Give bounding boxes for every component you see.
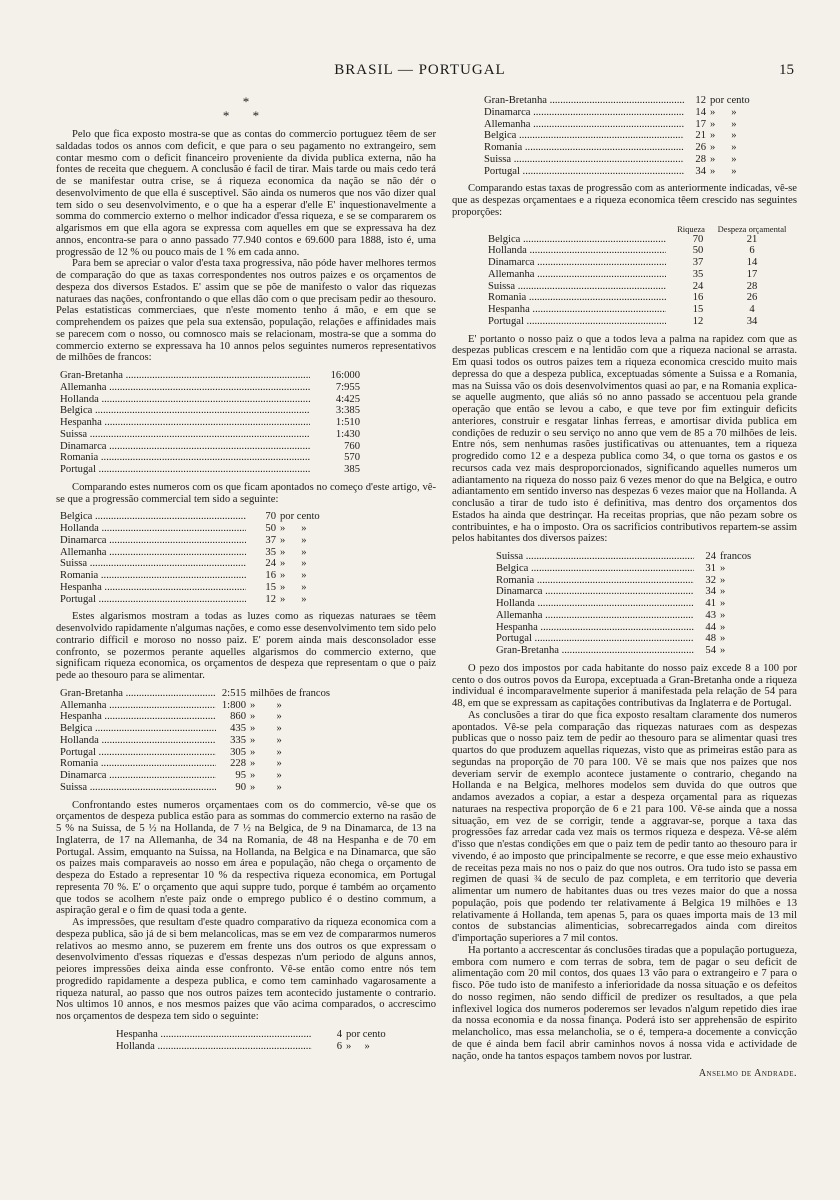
table-row: [488, 304, 788, 316]
row-unit: »: [720, 645, 726, 656]
left-column: [56, 95, 436, 1058]
col-header-riqueza: Riqueza: [677, 223, 705, 234]
row-value: 41: [705, 598, 716, 609]
row-label: Romania .....: [488, 292, 666, 304]
table-row: [488, 234, 788, 246]
table-row: [60, 394, 360, 406]
author-signature: Anselmo de Andrade.: [698, 1068, 797, 1080]
paragraph: Para bem se apreciar o valor d'esta taxa progressiva, não póde haver melhores termos de comparação do que as taxas correspondentes nos outros paizes e os orçamentos de despeza dos diversos Estados. E' assim que se põe de manifesto o valor das riquezas naturaes das nações, confrontando o que ellas dão com o que precisam pedir ao thesouro. Pelas estatisticas commerciaes, que n'este momento tenho á mão, e em que se comprehendem os paizes que pela sua extensão, população, relações e affinidades mais se parecem com o nosso, ou comnosco mais se relacionam, mostra-se que a somma do commercio externo se expressava ha 10 annos pelos seguintes numeros representativos de milhões de francos:: [56, 258, 436, 364]
col-header-despeza: Despeza orçamental: [717, 223, 787, 234]
table-row: [60, 758, 360, 770]
table-row: [60, 511, 340, 523]
row-unit: » »: [250, 699, 282, 711]
row-label: Suissa .....: [484, 154, 684, 166]
row-value-despeza: 17: [746, 268, 758, 280]
row-label: Portugal .....: [496, 633, 694, 645]
row-value: 385: [344, 464, 360, 475]
table-row: [60, 429, 360, 441]
row-value: 32: [705, 574, 716, 586]
row-value: 228: [230, 758, 246, 770]
row-label: Suissa .....: [496, 551, 694, 563]
row-value: 435: [230, 723, 246, 734]
table-row: [60, 558, 340, 570]
row-unit: » »: [710, 153, 737, 165]
table-row: [488, 292, 788, 304]
table-budget-increase-cont: [484, 95, 774, 177]
row-label: Dinamarca .....: [60, 770, 216, 782]
row-label: Hollanda .....: [60, 735, 216, 747]
table-row: [60, 594, 340, 606]
row-unit: » »: [280, 581, 307, 593]
row-value: 2:515: [221, 687, 246, 699]
row-unit: » »: [710, 130, 737, 142]
table-row: [60, 582, 340, 594]
row-value: 35: [265, 546, 276, 558]
row-unit: » »: [250, 746, 282, 758]
table-row: [488, 281, 788, 293]
row-unit: » »: [250, 711, 282, 723]
row-unit: » »: [710, 118, 737, 130]
row-value: 24: [265, 558, 276, 570]
table-row: [60, 723, 360, 735]
row-value: 50: [265, 523, 276, 534]
table-row: [488, 316, 788, 328]
row-label: Allemanha .....: [484, 119, 684, 131]
row-value-riqueza: 24: [692, 280, 704, 292]
row-value: 4:425: [335, 393, 360, 405]
row-unit: » »: [280, 558, 307, 570]
row-value: 54: [705, 645, 716, 656]
table-row: [60, 417, 360, 429]
row-unit: »: [720, 574, 726, 586]
row-value: 1:510: [335, 417, 360, 428]
right-column: [452, 95, 797, 1080]
row-label: Belgica .....: [60, 723, 216, 735]
table-row: [484, 130, 774, 142]
row-unit: » »: [710, 142, 737, 153]
row-unit: milhões de francos: [250, 687, 331, 699]
row-label: Dinamarca .....: [488, 257, 666, 269]
row-value: 305: [230, 746, 246, 758]
row-unit: » »: [280, 546, 307, 558]
row-value-riqueza: 37: [692, 257, 704, 268]
row-value: 1:800: [221, 699, 246, 711]
row-label: Hollanda .....: [116, 1041, 312, 1053]
table-budgets: [60, 688, 360, 794]
row-value-riqueza: 50: [692, 245, 704, 257]
row-label: Allemanha .....: [60, 547, 246, 559]
table-row: [496, 622, 766, 634]
paragraph: Ha portanto a accrescentar ás conclusões tiradas que a população portugueza, embora com numero e com terras de sobra, tem de pagar o seu deficit de alimentação com 20 mil contos, dos quaes 13 vão para o extrangeiro e 7 para o fisco. Põe tudo isto de manifesto a inferioridade da nossa situação e os defeitos do nosso regimen, não sendo difficil de predizer os resultados, a que pela inflexivel logica dos numeros poderemos ser levados n'algum repetido dies irae da nossa economia e da nossa finança. Poderá isto ser apprehensão de espirito melancholico, mas essa melancholia, se o é, tempera-a docemente a convicção de que é ainda bem facil abrir caminhos novos á nossa vida e actividade de nação, onde ha tantos espaços tambem novos por lustrar.: [452, 944, 797, 1062]
row-unit: »: [720, 586, 726, 598]
row-unit: francos: [720, 551, 752, 562]
table-row: [60, 688, 360, 700]
row-label: Portugal .....: [484, 166, 684, 178]
row-value-despeza: 34: [746, 315, 758, 327]
row-value: 70: [265, 511, 276, 523]
table-tax-per-inhabitant: [496, 551, 766, 657]
table-proportions: [488, 225, 788, 328]
page-number: 15: [779, 62, 794, 78]
row-label: Hespanha .....: [116, 1029, 312, 1041]
table-commerce-totals: [60, 370, 360, 476]
table-row: [60, 700, 360, 712]
paragraph: Pelo que fica exposto mostra-se que as contas do commercio portuguez têem de ser saldadas todos os annos com deficit, e que para o seu pagamento no extrangeiro, sem contar mesmo com o deficit financeiro proveniente da divida publica externa, não ha fontes de receita que cheguem. A conclusão é facil de tirar. Mais tarde ou mais cedo terá de se manifestar outra crise, se á riqueza economica da nação se não dér o desenvolvimento de que ella é susceptivel. São ainda os numeros que nos vão dizer qual tem sido o seu desenvolvimento, e o que ha a esperar d'elle E' inquestionavelmente a somma do commercio externo o melhor indicador d'essa riqueza, e se se compararem os algarismos em que ella agora se expressa com aquelles em que se expressava ha dez annos, encontra-se para o anno passado 77.940 contos e 69.600 para 1888, isto é, uma progressão de 12 % ou pouco mais de 1 % em cada anno.: [56, 129, 436, 258]
row-label: Suissa .....: [488, 281, 666, 293]
table-row: [484, 119, 774, 131]
row-value: 12: [265, 593, 276, 605]
table-row: [60, 405, 360, 417]
table-row: [60, 382, 360, 394]
row-value: 34: [705, 586, 716, 598]
table-row: [496, 598, 766, 610]
row-value: 48: [705, 633, 716, 645]
row-unit: » »: [280, 570, 307, 581]
row-unit: »: [720, 598, 726, 609]
row-label: Dinamarca .....: [60, 535, 246, 547]
row-value-despeza: 21: [746, 233, 758, 245]
table-row: [496, 551, 766, 563]
row-unit: por cento: [280, 511, 320, 523]
row-label: Portugal .....: [60, 747, 216, 759]
row-value: 26: [695, 142, 706, 153]
row-value-riqueza: 35: [692, 268, 704, 280]
row-label: Romania .....: [496, 575, 694, 587]
row-value: 4: [336, 1028, 342, 1040]
table-row: [484, 154, 774, 166]
row-label: Allemanha .....: [488, 269, 666, 281]
paragraph: Comparando estes numeros com os que ficam apontados no começo d'este artigo, vê-se que a progressão commercial tem sido a seguinte:: [56, 481, 436, 505]
table-row: [484, 142, 774, 154]
row-label: Suissa .....: [60, 782, 216, 794]
row-value-riqueza: 15: [692, 304, 704, 315]
row-unit: »: [720, 621, 726, 633]
row-label: Suissa .....: [60, 429, 310, 441]
row-value-despeza: 6: [749, 245, 755, 257]
row-unit: » »: [250, 758, 282, 770]
table-row: [60, 570, 340, 582]
row-label: Hollanda .....: [496, 598, 694, 610]
table-header: [488, 225, 788, 234]
row-value: 31: [705, 562, 716, 574]
row-label: Romania .....: [484, 142, 684, 154]
row-value-despeza: 26: [746, 292, 758, 304]
row-label: Hespanha .....: [496, 622, 694, 634]
row-unit: por cento: [346, 1028, 386, 1040]
row-label: Hespanha .....: [60, 417, 310, 429]
row-unit: » »: [710, 106, 737, 118]
row-label: Belgica .....: [60, 511, 246, 523]
row-label: Romania .....: [60, 758, 216, 770]
row-value: 570: [344, 452, 360, 464]
paragraph: As conclusões a tirar do que fica exposto resaltam claramente dos numeros apontados. Vê-se pela comparação das riquezas naturaes com as despezas publicas que o nosso paiz tem de pedir ao thesouro para se alimentar quasi tres quartos do que produzem aquellas riquezas, visto que as primeiras estão para as segundas na proporção de 70 para 100. Vê se mais que nos paizes que nos deveriam servir de exemplo acontece justamente o contrario, chegando na Hollanda e na Belgica, melhores modelos sem duvida do que outros que andamos avezados a copiar, a estar a despeza orçamental para as riquezas naturaes na respectiva proporção de 6 e 21 para 100. Vê-se ainda que a nossa situação, em vez de se corrigir, tende a aggravar-se, porque a taxa das progressões faz arredar cada vez mais os termos riqueza e despeza. Vê-se além d'isso que n'estas condições em que o paiz tem de pedir tanto ao thesouro para ir vivendo, é ao imposto que principalmente se recorre, e que esse meio exhaustivo de receitas peza mais no nos o paiz do que nos outros. Ora tudo isto se passa em regimen de quasi ¾ de seculo de paz completa, e em territorio que deveria alimentar um numero de habitantes duas ou tres vezes maior do que a nossa população, pois que podendo ter relativamente á Belgica 19 milhões e 13 relativamente á Hollanda, tem apenas 5, para os quaes importa mais de 13 mil contos de substancias alimenticias, sobrecarregados ainda com direitos d'importação superiores a 7 mil contos.: [452, 709, 797, 944]
asterism: [56, 95, 436, 123]
row-label: Dinamarca .....: [60, 441, 310, 453]
row-label: Gran-Bretanha .....: [60, 688, 216, 700]
table-row: [60, 535, 340, 547]
row-value: 37: [265, 534, 276, 546]
row-value: 16:000: [330, 370, 360, 381]
asterism-top: *: [242, 94, 250, 109]
row-unit: » »: [250, 781, 282, 793]
table-row: [60, 523, 340, 535]
row-label: Hollanda .....: [60, 523, 246, 535]
table-row: [60, 441, 360, 453]
paragraph: O pezo dos impostos por cada habitante do nosso paiz excede 8 a 100 por cento o dos outros povos da Europa, exceptuada a Gran-Bretanha onde a riqueza individual é incomparavelmente superior á manifestada pela relação de 54 para 48, em que se expressam as capitações contributivas da Inglaterra e de Portugal.: [452, 662, 797, 709]
row-label: Belgica .....: [484, 130, 684, 142]
table-row: [60, 464, 360, 476]
row-value: 860: [230, 711, 246, 723]
row-unit: »: [720, 609, 726, 621]
table-row: [496, 575, 766, 587]
row-unit: por cento: [710, 95, 750, 106]
row-unit: »: [720, 633, 726, 645]
table-row: [60, 711, 360, 723]
row-value: 14: [695, 106, 706, 118]
table-row: [484, 107, 774, 119]
row-value: 43: [705, 609, 716, 621]
table-row: [60, 782, 360, 794]
table-row: [484, 166, 774, 178]
row-value: 44: [705, 621, 716, 633]
row-unit: » »: [280, 593, 307, 605]
table-row: [488, 257, 788, 269]
row-value: 34: [695, 165, 706, 177]
row-unit: » »: [346, 1040, 370, 1052]
row-label: Belgica .....: [60, 405, 310, 417]
row-value: 1:430: [335, 428, 360, 440]
paragraph: Comparando estas taxas de progressão com as anteriormente indicadas, vê-se que as despezas orçamentaes e a riqueza economica têem crescido nas seguintes proporções:: [452, 183, 797, 218]
row-unit: » »: [250, 723, 282, 734]
row-label: Gran-Bretanha .....: [496, 645, 694, 657]
row-value: 3:385: [335, 405, 360, 417]
paragraph: As impressões, que resultam d'este quadro comparativo da riqueza economica com a despeza publica, são já de si bem melancolicas, mas se em vez de compararmos numeros relativos ao mesmo anno, se puzerem em frente uns dos outros os que expressam o desenvolvimento d'essas riquezas e d'essas despezas n'um periodo de alguns annos, peiores impressões deixa ainda esse confronto. Vê-se então como entre nós tem progredido rapidamente a despeza publica, e como tem caminhado vagarosamente a riqueza natural, ao passo que nos outros paizes tem acontecido justamente o contrario. Nos ultimos 10 annos, e nos mesmos paizes que vão acima comparados, o accrescimo nos orçamentos de despeza tem sido o seguinte:: [56, 917, 436, 1022]
paragraph: E' portanto o nosso paiz o que a todos leva a palma na rapidez com que as despezas publicas crescem e na lentidão com que a riqueza nacional se arrasta. Em quasi todos os outros paizes tem a riqueza economica crescido muito mais depressa do que a despeza publica, exceptuadas sómente a Suissa e a Romania, mas na Suissa vão os dois desenvolvimentos quasi ao par, e na Romania explica-se aquelle augmento, que aliás só no anno passado se accentuou pela grande operação que então se levou a cabo, e que teve por fim extinguir deficits anteriores, construir e resgatar linhas ferreas, e amortisar divida publica em condições de reduzir o seu serviço no anno que vem de 85 a 70 milhões de leis. Entre nós, sem nenhumas rasões justificativas ou attenuantes, tem a riqueza progredido como 12 e a despeza publica como 34, o que torna os gastos e os recursos cada vez mais desproporcionados, significando aquelles numeros um adiantamento na riqueza do nosso paiz 6 vezes menor do que na Belgica, e outro adiantamento em sentido inverso nas despezas 6 vezes maior que na Hollanda. A conclusão a tirar de tudo isto é definitiva, mas dentro dos orçamentos dos Estados ha ainda que destrinçar. Ha receitas proprias, que não pezam sobre os contribuintes, e ha o imposto. Ora os sacrificios contributivos repartem-se assim pelos habitantes dos diversos paizes:: [452, 333, 797, 545]
row-value: 24: [705, 551, 716, 562]
row-label: Portugal .....: [60, 464, 310, 476]
row-unit: » »: [280, 534, 307, 546]
paragraph: Estes algarismos mostram a todas as luzes como as riquezas naturaes se têem desenvolvido rapidamente n'algumas nações, e como esse desenvolvimento tem sido pelo contrario difficil e moroso no nosso paiz. E' porem ainda mais desconsolador esse confronto, se pozermos perante aquelles algarismos do commercio externo, que significam riqueza economica, os orçamentos de despeza que representam o que o paiz pede ao thesouro para se alimentar.: [56, 611, 436, 681]
row-value: 28: [695, 153, 706, 165]
table-row: [60, 770, 360, 782]
row-label: Allemanha .....: [60, 700, 216, 712]
row-label: Dinamarca .....: [484, 107, 684, 119]
running-title: BRASIL — PORTUGAL: [334, 62, 506, 78]
row-value-despeza: 4: [749, 304, 755, 315]
row-value: 12: [695, 95, 706, 106]
table-row: [496, 563, 766, 575]
row-value-riqueza: 16: [692, 292, 704, 304]
row-value-riqueza: 70: [692, 233, 704, 245]
page-header: [0, 62, 840, 82]
row-label: Hollanda .....: [60, 394, 310, 406]
row-unit: » »: [710, 165, 737, 177]
table-row: [496, 633, 766, 645]
row-unit: » »: [280, 523, 307, 534]
asterism-bottom: * *: [222, 108, 270, 123]
row-value: 21: [695, 130, 706, 142]
row-value: 16: [265, 570, 276, 581]
table-row: [60, 747, 360, 759]
row-unit: »: [720, 562, 726, 574]
table-row: [60, 735, 360, 747]
row-value: 95: [235, 770, 246, 781]
row-value: 15: [265, 581, 276, 593]
table-row: [116, 1029, 406, 1041]
row-label: Gran-Bretanha .....: [60, 370, 310, 382]
row-value: 760: [344, 440, 360, 452]
row-value-riqueza: 12: [692, 315, 704, 327]
table-row: [60, 547, 340, 559]
row-label: Portugal .....: [60, 594, 246, 606]
table-row: [484, 95, 774, 107]
row-label: Hespanha .....: [488, 304, 666, 316]
table-row: [60, 452, 360, 464]
row-label: Hespanha .....: [60, 582, 246, 594]
row-unit: » »: [250, 734, 282, 746]
row-label: Belgica .....: [496, 563, 694, 575]
row-label: Suissa .....: [60, 558, 246, 570]
row-value-despeza: 14: [746, 257, 758, 268]
row-label: Belgica .....: [488, 234, 666, 246]
row-value: 6: [336, 1040, 342, 1052]
table-row: [116, 1041, 406, 1053]
row-label: Romania .....: [60, 570, 246, 582]
row-label: Allemanha .....: [496, 610, 694, 622]
row-label: Hollanda .....: [488, 245, 666, 257]
table-row: [488, 269, 788, 281]
paragraph: Confrontando estes numeros orçamentaes com os do commercio, vê-se que os orçamentos de despeza publica estão para as sommas do commercio externo na rasão de 5 % na Suissa, de 5 ½ na Hollanda, de 7 ½ na Belgica, de 9 na Dinamarca, de 13 na Inglaterra, de 17 na Allemanha, de 34 na Romania, de 48 na Hespanha e de 70 em Portugal. Assim, emquanto na Suissa, na Hollanda, na Belgica e na Dinamarca, que são os paizes mais comparaveis ao nosso em área e população, não chega o orçamento de despeza do Estado a representar 10 % da respectiva riqueza economica, em Portugal representa 70 %. E' o orçamento que aqui suppre tudo, porque é também ao orçamento que todos se acolhem n'este paiz onde o emprego publico é o destino commum, a aspiração geral e o fim de quasi toda a gente.: [56, 799, 436, 917]
table-row: [496, 586, 766, 598]
row-label: Gran-Bretanha .....: [484, 95, 684, 107]
row-value: 90: [235, 781, 246, 793]
table-row: [488, 245, 788, 257]
table-budget-increase: [116, 1029, 406, 1053]
table-row: [60, 370, 360, 382]
row-label: Allemanha .....: [60, 382, 310, 394]
row-label: Portugal .....: [488, 316, 666, 328]
table-row: [496, 645, 766, 657]
row-value: 335: [230, 734, 246, 746]
row-label: Dinamarca .....: [496, 586, 694, 598]
table-commercial-progression: [60, 511, 340, 605]
row-label: Hespanha .....: [60, 711, 216, 723]
row-value: 7:955: [335, 381, 360, 393]
row-label: Romania .....: [60, 452, 310, 464]
row-value: 17: [695, 118, 706, 130]
row-unit: » »: [250, 770, 282, 781]
row-value-despeza: 28: [746, 280, 758, 292]
table-row: [496, 610, 766, 622]
